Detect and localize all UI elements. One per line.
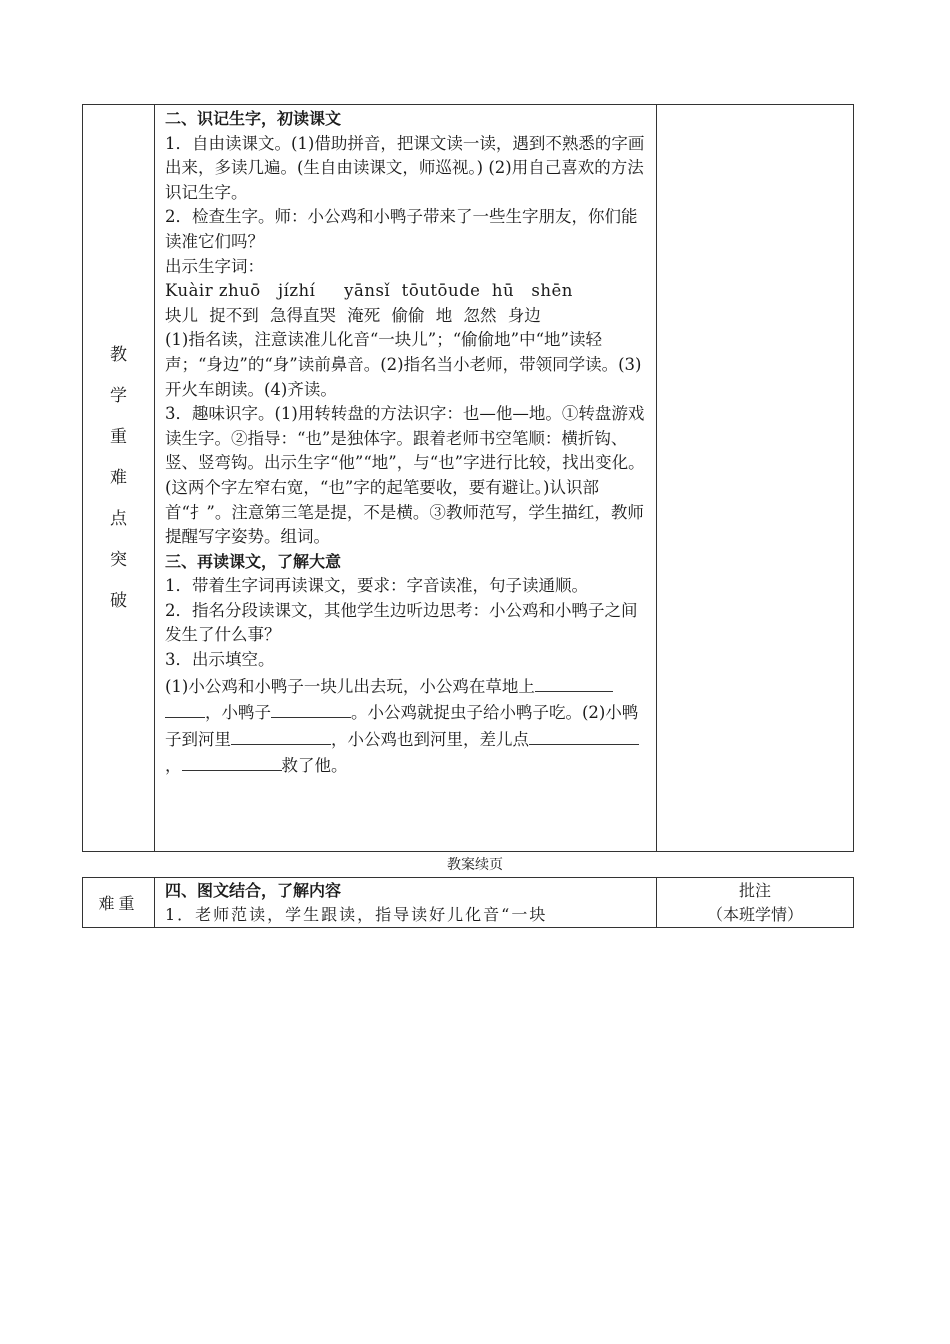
- pinyin-line: Kuàir zhuō jízhí yānsǐ tōutōude hū shēn: [165, 281, 573, 301]
- fill-text: (1)小公鸡和小鸭子一块儿出去玩，小公鸡在草地上: [165, 676, 535, 696]
- notes-cell: [657, 105, 854, 852]
- fill-text: ，: [165, 756, 182, 776]
- blank-line[interactable]: [271, 699, 351, 718]
- section-heading: 四、图文结合，了解内容: [165, 881, 342, 900]
- side-label-cell: 难重: [83, 878, 155, 928]
- blank-line[interactable]: [529, 726, 639, 745]
- paragraph: 1．带着生字词再读课文，要求：字音读准，句子读通顺。: [165, 576, 588, 596]
- lesson-plan-table: [82, 104, 854, 852]
- word-line: 块儿 捉不到 急得直哭 淹死 偷偷 地 忽然 身边: [165, 305, 541, 325]
- paragraph: 3．出示填空。: [165, 650, 275, 670]
- notes-subtitle: （本班学情）: [706, 905, 803, 924]
- side-char: 突: [110, 549, 127, 570]
- paragraph: 出示生字词：: [165, 256, 264, 276]
- notes-header-cell: [657, 878, 854, 928]
- page-caption: 教案续页: [447, 857, 503, 873]
- blank-line[interactable]: [231, 726, 331, 745]
- fill-text: ，小鸭子: [205, 703, 271, 723]
- section-heading: 三、再读课文，了解大意: [165, 551, 342, 571]
- fill-text: 救了他。: [281, 756, 348, 776]
- blank-line[interactable]: [165, 699, 205, 718]
- side-label-cell: [83, 105, 155, 852]
- fill-text: (2)小鸭子到河里: [165, 703, 639, 749]
- paragraph: (1)指名读，注意读准儿化音“一块儿”；“偷偷地”中“地”读轻声；“身边”的“身”读前鼻音。(2)指名当小老师，带领同学读。(3)开火车朗读。(4)齐读。: [165, 330, 642, 399]
- paragraph: 3．趣味识字。(1)用转转盘的方法识字：也—他—地。①转盘游戏读生字。②指导：“也”是独体字。跟着老师书空笔顺：横折钩、竖、竖弯钩。出示生字“他”“地”，与“也”字进行比较，找出变化。(这两个字左窄右宽，“也”字的起笔要收，要有避让。)认识部首“扌”。注意第三笔是提，不是横。③教师范写，学生描红，教师提醒写字姿势。组词。: [165, 404, 645, 547]
- continuation-table: [82, 877, 854, 928]
- paragraph: 1．老师范读，学生跟读，指导读好儿化音“一块: [165, 905, 548, 924]
- fill-text: ，小公鸡也到河里，差儿点: [331, 729, 529, 749]
- paragraph: 2．指名分段读课文，其他学生边听边思考：小公鸡和小鸭子之间发生了什么事？: [165, 600, 638, 645]
- blank-line[interactable]: [535, 673, 613, 692]
- notes-title: 批注: [738, 881, 771, 900]
- side-char: 难: [110, 467, 127, 488]
- side-char: 学: [110, 385, 127, 406]
- section-heading: 二、识记生字，初读课文: [165, 109, 342, 128]
- blank-line[interactable]: [182, 752, 282, 771]
- fill-text: 。小公鸡就捉虫子给小鸭子吃。: [351, 703, 582, 723]
- content-cell: [155, 105, 657, 852]
- side-char: 破: [110, 590, 127, 611]
- paragraph: 1．自由读课文。(1)借助拼音，把课文读一读，遇到不熟悉的字画出来，多读几遍。(生自由读课文，师巡视。) (2)用自己喜欢的方法识记生字。: [165, 133, 645, 202]
- fill-in-paragraph: [165, 673, 648, 779]
- content-cell: [155, 878, 657, 928]
- side-char: 教: [110, 344, 127, 365]
- side-char: 点: [110, 508, 127, 529]
- paragraph: 2．检查生字。师：小公鸡和小鸭子带来了一些生字朋友，你们能读准它们吗？: [165, 207, 638, 251]
- side-char: 重: [110, 426, 127, 447]
